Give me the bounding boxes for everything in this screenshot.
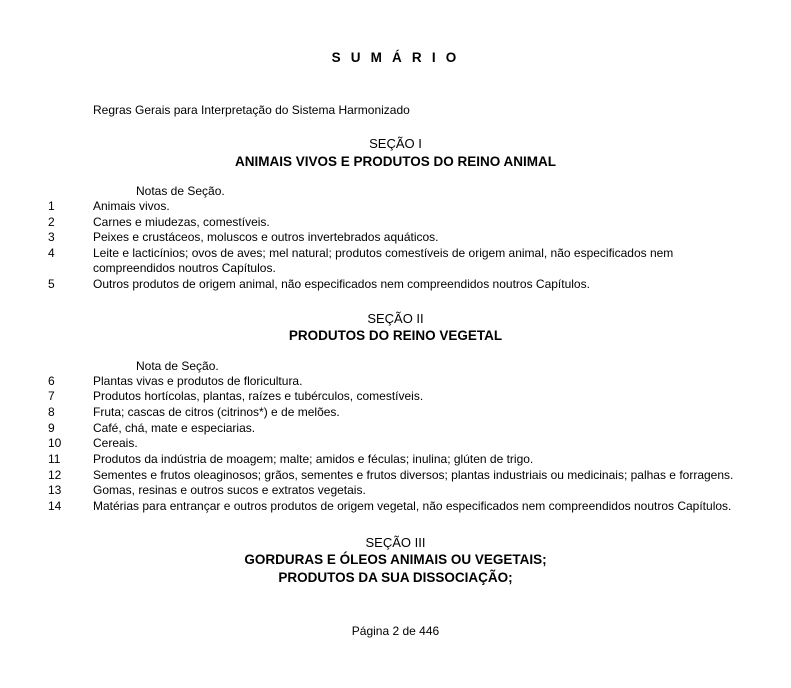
chapter-title: Animais vivos. [93,199,170,214]
chapter-list [48,199,743,292]
section-block-1 [48,135,743,292]
chapter-number: 8 [48,405,55,420]
chapter-number: 12 [48,467,62,482]
list-item [48,452,743,467]
chapter-number: 2 [48,214,55,229]
chapter-title: Plantas vivas e produtos de floricultura. [93,373,303,388]
list-item [48,389,743,404]
section-number: SEÇÃO II [367,310,424,326]
list-item [48,374,743,389]
section-notes-label: Nota de Seção. [136,358,219,373]
section-number: SEÇÃO III [365,534,426,550]
chapter-title: Fruta; cascas de citros (citrinos*) e de melões. [93,405,340,420]
chapter-number: 3 [48,230,55,245]
chapter-title: Leite e lacticínios; ovos de aves; mel natural; produtos comestíveis de origem animal, não especificados nem compreendidos noutros Capítulos. [93,245,674,276]
list-item [48,468,743,483]
chapter-title: Produtos hortícolas, plantas, raízes e tubérculos, comestíveis. [93,389,424,404]
chapter-number: 13 [48,483,62,498]
chapter-title: Peixes e crustáceos, moluscos e outros invertebrados aquáticos. [93,230,439,245]
section-block-3 [48,534,743,587]
section-name-line: PRODUTOS DA SUA DISSOCIAÇÃO; [278,569,513,585]
chapter-title: Outros produtos de origem animal, não especificados nem compreendidos noutros Capítulos. [93,276,590,291]
chapter-title: Produtos da indústria de moagem; malte; amidos e féculas; inulina; glúten de trigo. [93,451,534,466]
section-name [48,153,743,171]
page-footer: Página 2 de 446 [351,624,440,638]
list-item [48,199,743,214]
list-item [48,215,743,230]
list-item [48,499,743,514]
chapter-number: 4 [48,245,55,260]
page-title: S U M Á R I O [331,50,460,65]
chapter-title: Carnes e miudezas, comestíveis. [93,214,270,229]
section-notes-label: Notas de Seção. [136,184,225,199]
chapter-number: 11 [48,451,61,466]
section-name-line: GORDURAS E ÓLEOS ANIMAIS OU VEGETAIS; [244,552,547,568]
chapter-number: 9 [48,420,55,435]
section-name-line: ANIMAIS VIVOS E PRODUTOS DO REINO ANIMAL [234,153,557,169]
chapter-title: Matérias para entrançar e outros produtos de origem vegetal, não especificados nem compreendidos noutros Capítulos. [93,498,732,513]
chapter-number: 7 [48,389,55,404]
chapter-title: Cereais. [93,436,138,451]
list-item [48,436,743,451]
chapter-number: 10 [48,436,62,451]
list-item [48,277,743,292]
section-name [48,327,743,345]
chapter-title: Gomas, resinas e outros sucos e extratos vegetais. [93,483,366,498]
chapter-number: 14 [48,498,62,513]
list-item [48,483,743,498]
document-page [0,50,791,688]
chapter-number: 6 [48,373,55,388]
chapter-title: Café, chá, mate e especiarias. [93,420,256,435]
chapter-number: 1 [48,199,55,214]
chapter-title: Sementes e frutos oleaginosos; grãos, sementes e frutos diversos; plantas industriais ou medicinais; palhas e forragens. [93,467,734,482]
section-number: SEÇÃO I [369,136,422,151]
section-block-2 [48,310,743,514]
chapter-list [48,374,743,514]
chapter-number: 5 [48,276,55,291]
general-rules-line: Regras Gerais para Interpretação do Sistema Harmonizado [93,103,410,117]
list-item [48,230,743,245]
list-item [48,246,743,276]
section-name-line: PRODUTOS DO REINO VEGETAL [288,328,503,344]
list-item [48,405,743,420]
list-item [48,421,743,436]
section-name [48,551,743,586]
